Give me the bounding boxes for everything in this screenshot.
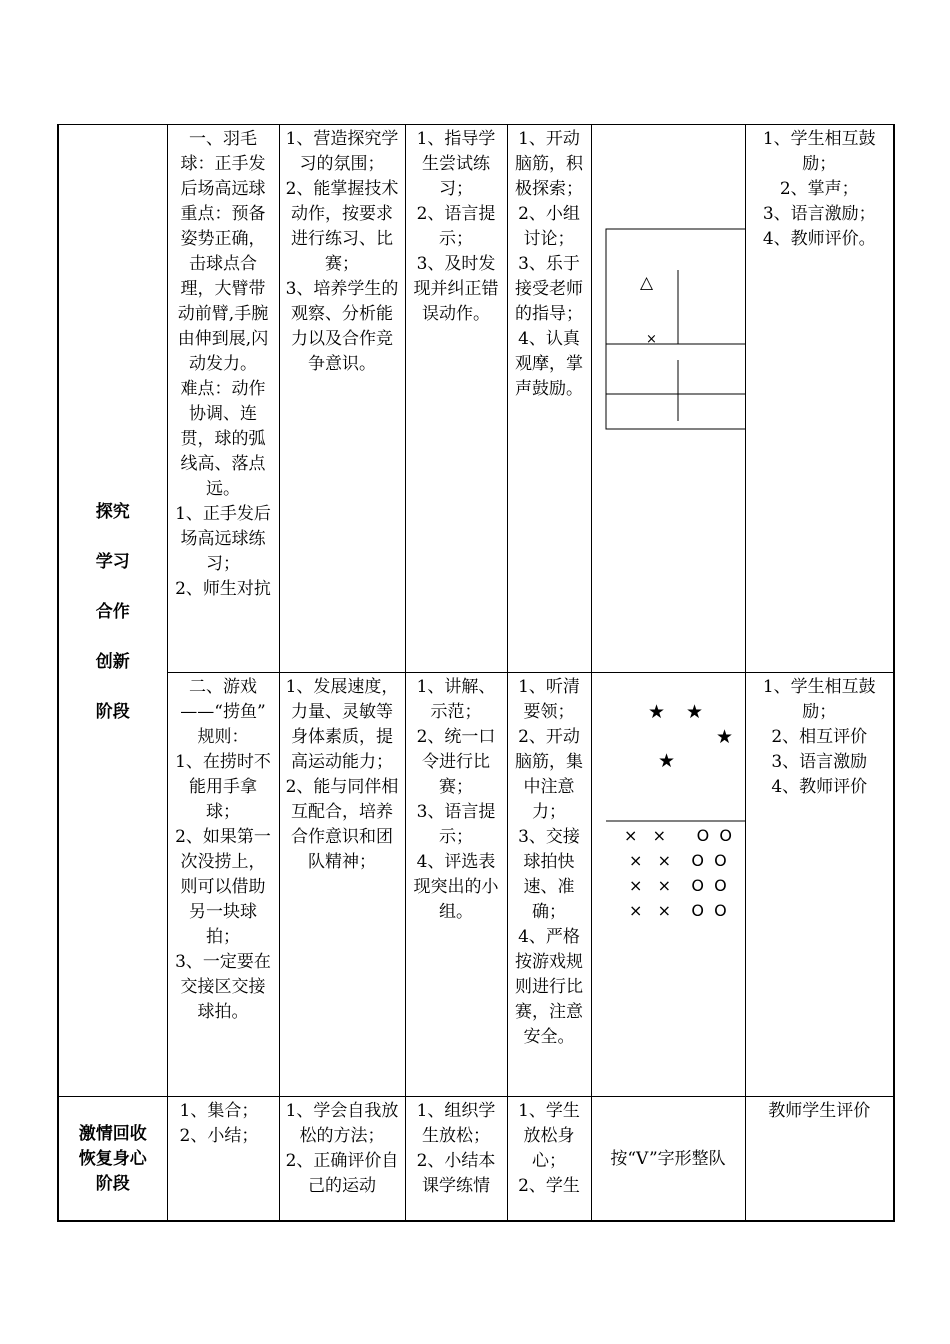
stage-line: 激情回收 <box>78 1123 147 1144</box>
content-recovery: 1、集合； 2、小结； <box>167 1097 279 1221</box>
court-outline <box>606 229 746 429</box>
student-activity-badminton: 1、开动脑筋，积极探索； 2、小组讨论； 3、乐于接受老师的指导； 4、认真观摩，掌声鼓励。 <box>507 125 591 673</box>
formation-row: × × O O <box>623 826 732 845</box>
table-row <box>58 1097 894 1221</box>
game-diagram-svg <box>592 673 746 1097</box>
content-game: 二、游戏——“捞鱼” 规则： 1、在捞时不能用手拿球； 2、如果第一次没捞上，则可以借助另一块球拍； 3、一定要在交接区交接球拍。 <box>167 673 279 1097</box>
lesson-plan-table <box>57 124 895 1222</box>
goal-game: 1、发展速度，力量、灵敏等身体素质，提高运动能力； 2、能与同伴相互配合，培养合作意识和团队精神； <box>279 673 405 1097</box>
student-activity-game: 1、听清要领； 2、开动脑筋，集中注意力； 3、交接球拍快速、准确； 4、严格按游戏规则进行比赛，注意安全。 <box>507 673 591 1097</box>
formation-row: × × O O <box>628 876 727 895</box>
evaluation-game: 1、学生相互鼓励； 2、相互评价 3、语言激励 4、教师评价 <box>745 673 894 1097</box>
student-activity-recovery: 1、学生放松身心； 2、学生 <box>507 1097 591 1221</box>
organization-recovery: 按“V”字形整队 <box>591 1097 745 1221</box>
triangle-marker: △ <box>639 273 653 293</box>
court-diagram-svg <box>592 125 746 673</box>
cross-marker: × <box>645 332 657 347</box>
teacher-activity-badminton: 1、指导学生尝试练习； 2、语言提示； 3、及时发现并纠正错误动作。 <box>405 125 507 673</box>
star-marker: ★ <box>657 750 675 772</box>
star-marker: ★ <box>647 701 665 723</box>
teacher-activity-game: 1、讲解、示范； 2、统一口令进行比赛； 3、语言提示； 4、评选表现突出的小组。 <box>405 673 507 1097</box>
star-marker: ★ <box>685 701 703 723</box>
stage-label-recovery <box>58 1097 167 1221</box>
stage-line: 恢复身心 <box>78 1148 147 1169</box>
court-diagram <box>591 125 745 673</box>
stage-line: 创新 <box>95 651 130 672</box>
teacher-activity-recovery: 1、组织学生放松； 2、小结本课学练情 <box>405 1097 507 1221</box>
goal-recovery: 1、学会自我放松的方法； 2、正确评价自己的运动 <box>279 1097 405 1221</box>
stage-line: 阶段 <box>95 1173 130 1194</box>
content-badminton: 一、羽毛球：正手发后场高远球 重点：预备姿势正确，击球点合理，大臂带动前臂,手腕由伸到展,闪动发力。 难点：动作协调、连贯，球的弧线高、落点远。 1、正手发后场高远球练习； 2、师生对抗 <box>167 125 279 673</box>
stage-label-explore <box>58 125 167 1097</box>
evaluation-badminton: 1、学生相互鼓励； 2、掌声； 3、语言激励； 4、教师评价。 <box>745 125 894 673</box>
stage-line: 学习 <box>95 551 130 572</box>
formation-row: × × O O <box>628 851 727 870</box>
goal-badminton: 1、营造探究学习的氛围； 2、能掌握技术动作，按要求进行练习、比赛； 3、培养学生的观察、分析能力以及合作竞争意识。 <box>279 125 405 673</box>
evaluation-recovery: 教师学生评价 <box>745 1097 894 1221</box>
stage-line: 探究 <box>95 501 130 522</box>
stage-line: 阶段 <box>95 701 130 722</box>
table-row <box>58 673 894 1097</box>
star-marker: ★ <box>715 726 733 748</box>
game-diagram <box>591 673 745 1097</box>
table-row <box>58 125 894 673</box>
formation-row: × × O O <box>628 901 727 920</box>
stage-line: 合作 <box>95 601 130 622</box>
